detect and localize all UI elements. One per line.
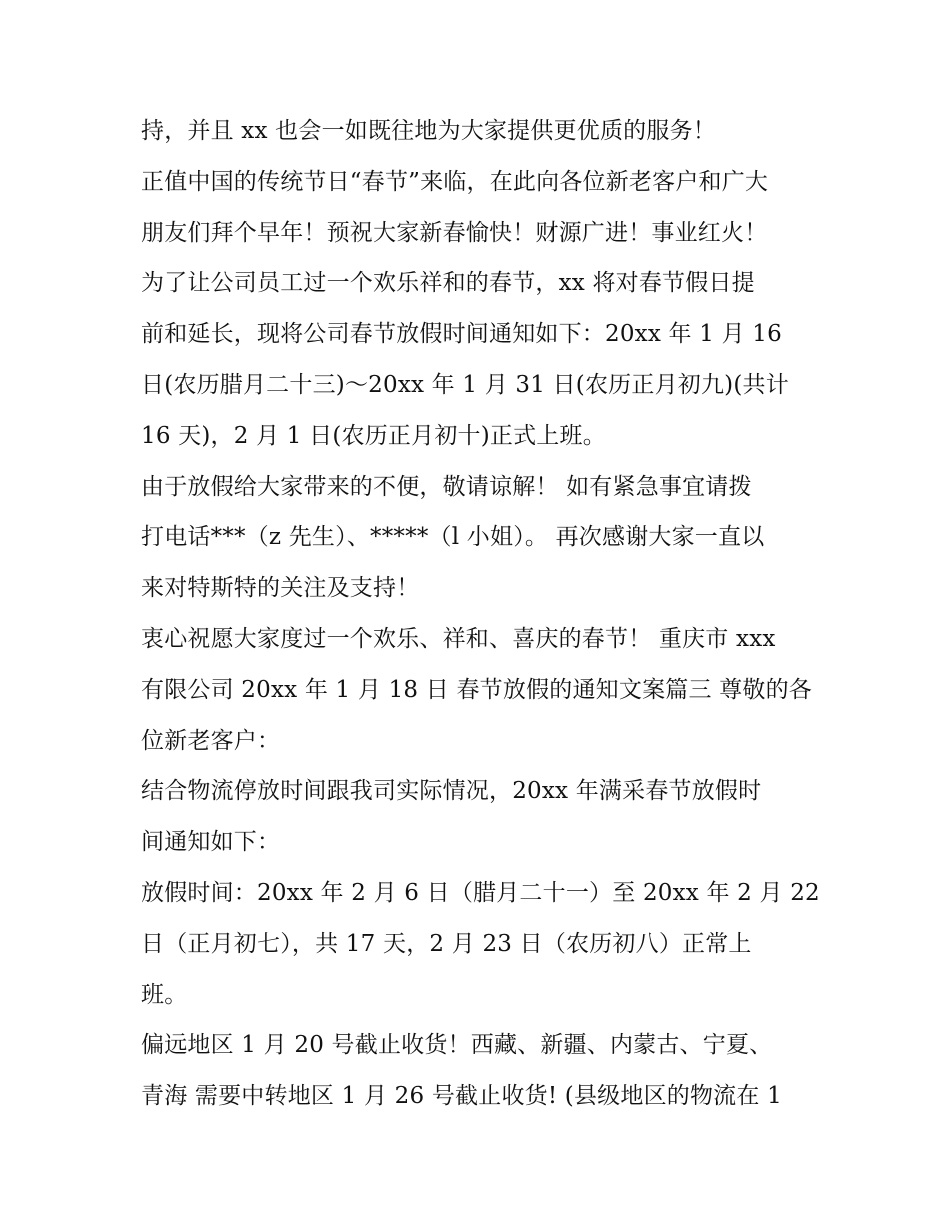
text-line: 班。 — [141, 981, 188, 1008]
text-line: 青海 需要中转地区 1 月 26 号截止收货! (县级地区的物流在 1 — [141, 1083, 782, 1110]
text-line: 前和延长，现将公司春节放假时间通知如下：20xx 年 1 月 16 — [141, 321, 782, 348]
text-line: 间通知如下： — [141, 829, 281, 856]
text-line: 由于放假给大家带来的不便，敬请谅解！ 如有紧急事宜请拨 — [141, 473, 752, 500]
text-line: 正值中国的传统节日“春节”来临，在此向各位新老客户和广大 — [141, 168, 769, 195]
text-line: 偏远地区 1 月 20 号截止收货！西藏、新疆、内蒙古、宁夏、 — [141, 1032, 773, 1059]
text-line: 朋友们拜个早年！预祝大家新春愉快！财源广进！事业红火！ — [141, 219, 768, 246]
text-line: 结合物流停放时间跟我司实际情况，20xx 年满采春节放假时 — [141, 778, 762, 805]
text-line: 日（正月初七），共 17 天，2 月 23 日（农历初八）正常上 — [141, 930, 752, 957]
text-line: 衷心祝愿大家度过一个欢乐、祥和、喜庆的春节！ 重庆市 xxx — [141, 625, 776, 652]
text-line: 打电话***（z 先生）、*****（l 小姐）。 再次感谢大家一直以 — [141, 524, 765, 551]
text-line: 日(农历腊月二十三)～20xx 年 1 月 31 日(农历正月初九)(共计 — [141, 371, 789, 398]
document-body — [141, 106, 821, 1122]
text-line: 16 天)，2 月 1 日(农历正月初十)正式上班。 — [141, 422, 606, 449]
text-line: 持，并且 xx 也会一如既往地为大家提供更优质的服务！ — [141, 118, 716, 144]
text-line: 来对特斯特的关注及支持！ — [141, 575, 420, 602]
text-line: 有限公司 20xx 年 1 月 18 日 春节放假的通知文案篇三 尊敬的各 — [141, 676, 812, 703]
text-line: 放假时间：20xx 年 2 月 6 日（腊月二十一）至 20xx 年 2 月 22 — [141, 879, 820, 906]
text-line: 位新老客户： — [141, 727, 281, 754]
text-line: 为了让公司员工过一个欢乐祥和的春节，xx 将对春节假日提 — [141, 270, 755, 297]
